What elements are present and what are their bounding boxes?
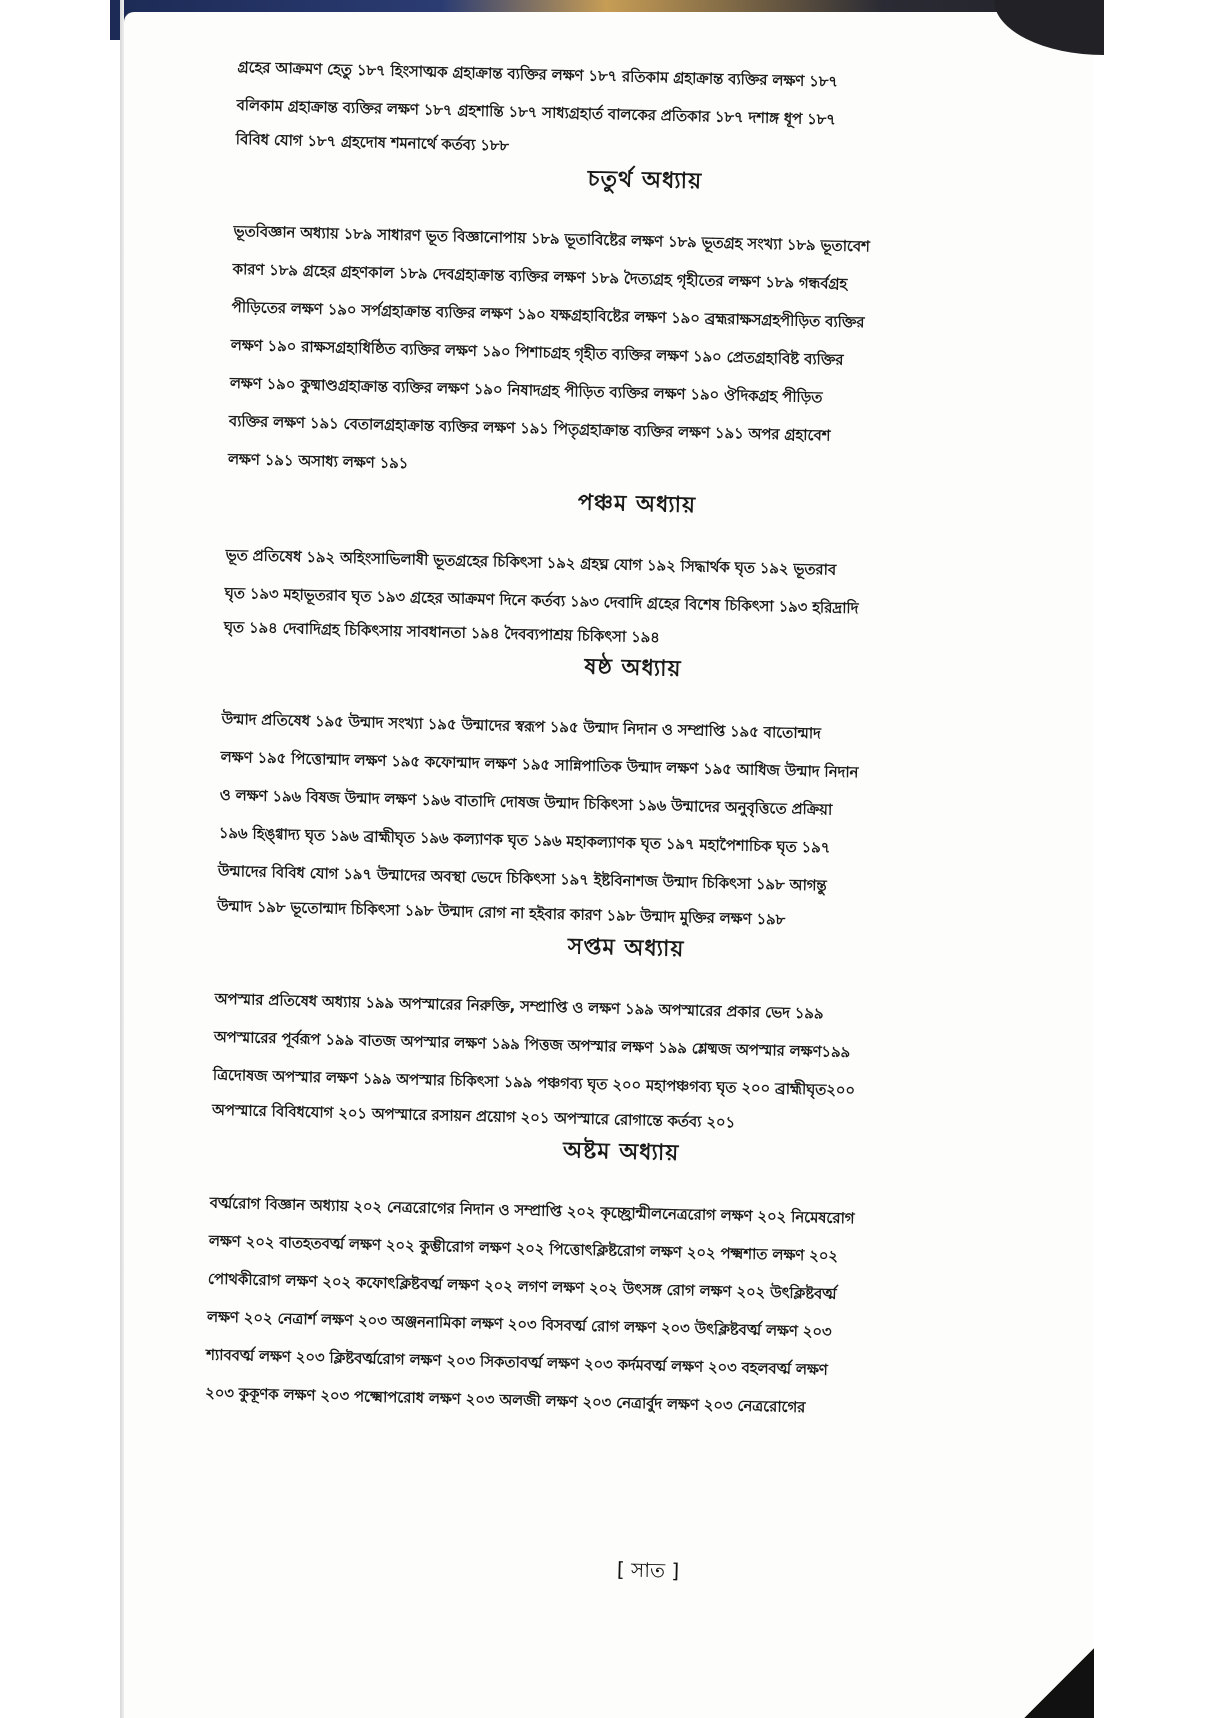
toc-line: পীড়িতের লক্ষণ ১৯০ সর্পগ্রহাক্রান্ত ব্যক্তির লক্ষণ ১৯০ যক্ষগ্রহাবিষ্টের লক্ষণ ১৯০ ব্রহ্মরাক্ষসগ্রহপীড়িত ব্যক্তির [231, 297, 865, 332]
table-of-contents [205, 48, 1058, 1432]
toc-line: ঘৃত ১৯৪ দেবাদিগ্রহ চিকিৎসায় সাবধানতা ১৯৪ দৈবব্যপাশ্রয় চিকিৎসা ১৯৪ [223, 617, 660, 647]
toc-line: ত্রিদোষজ অপস্মার লক্ষণ ১৯৯ অপস্মার চিকিৎসা ১৯৯ পঞ্চগব্য ঘৃত ২০০ মহাপঞ্চগব্য ঘৃত ২০০ ব্রাহ্মীঘৃত২০০ [212, 1065, 856, 1100]
toc-line: ঘৃত ১৯৩ মহাভূতরাব ঘৃত ১৯৩ গ্রহের আক্রমণ দিনে কর্তব্য ১৯৩ দেবাদি গ্রহের বিশেষ চিকিৎসা ১৯৩ হরিদ্রাদি [224, 583, 859, 618]
toc-line: লক্ষণ ২০২ নেত্রার্শ লক্ষণ ২০৩ অঞ্জননামিকা লক্ষণ ২০৩ বিসবর্ত্ম রোগ লক্ষণ ২০৩ উৎক্লিষ্টবর্ত্ম লক্ষণ ২০৩ [206, 1307, 832, 1341]
photo-backdrop-right [1094, 0, 1214, 1718]
toc-line: ও লক্ষণ ১৯৬ বিষজ উন্মাদ লক্ষণ ১৯৬ বাতাদি দোষজ উন্মাদ চিকিৎসা ১৯৬ উন্মাদের অনুবৃত্তিতে প্রক্রিয়া [219, 785, 833, 819]
chapter-4 [227, 154, 1055, 498]
toc-line: লক্ষণ ১৯৫ পিত্তোন্মাদ লক্ষণ ১৯৫ কফোন্মাদ লক্ষণ ১৯৫ সান্নিপাতিক উন্মাদ লক্ষণ ১৯৫ আধিজ উন্মাদ নিদান [220, 747, 859, 782]
chapter-heading: অষ্টম অধ্যায় [562, 1138, 680, 1167]
toc-line: উন্মাদ ১৯৮ ভূতোন্মাদ চিকিৎসা ১৯৮ উন্মাদ রোগ না হইবার কারণ ১৯৮ উন্মাদ মুক্তির লক্ষণ ১৯৮ [216, 896, 786, 929]
chapter-heading: চতুর্থ অধ্যায় [587, 166, 703, 195]
toc-line: ভূতবিজ্ঞান অধ্যায় ১৮৯ সাধারণ ভূত বিজ্ঞানোপায় ১৮৯ ভূতাবিষ্টের লক্ষণ ১৮৯ ভূতগ্রহ সংখ্যা ১৮৯ ভূতাবেশ [233, 221, 870, 256]
toc-line: কারণ ১৮৯ গ্রহের গ্রহণকাল ১৮৯ দেবগ্রহাক্রান্ত ব্যক্তির লক্ষণ ১৮৯ দৈত্যগ্রহ গৃহীতের লক্ষণ ১৮৯ গন্ধর্বগ্রহ [232, 259, 848, 293]
photo-left-margin [0, 0, 122, 1718]
toc-line: বর্ত্মরোগ বিজ্ঞান অধ্যায় ২০২ নেত্ররোগের নিদান ও সম্প্রাপ্তি ২০২ কৃচ্ছ্রোন্মীলনেত্ররোগ লক্ষণ ২০২ নিমেষরোগ [209, 1193, 855, 1228]
toc-line: বলিকাম গ্রহাক্রান্ত ব্যক্তির লক্ষণ ১৮৭ গ্রহশান্তি ১৮৭ সাধ্যগ্রহার্ত বালকের প্রতিকার ১৮৭ দশাঙ্গ ধূপ ১৮৭ [236, 95, 836, 129]
page-left-edge [120, 0, 124, 1718]
chapter-heading: পঞ্চম অধ্যায় [577, 490, 697, 519]
chapter-6 [217, 642, 1044, 942]
chapter-heading: সপ্তম অধ্যায় [567, 934, 685, 963]
toc-line: পোথকীরোগ লক্ষণ ২০২ কফোৎক্লিষ্টবর্ত্ম লক্ষণ ২০২ লগণ লক্ষণ ২০২ উৎসঙ্গ রোগ লক্ষণ ২০২ উৎক্লিষ্টবর্ত্ম [207, 1269, 837, 1303]
toc-line: গ্রহের আক্রমণ হেতু ১৮৭ হিংসাত্মক গ্রহাক্রান্ত ব্যক্তির লক্ষণ ১৮৭ রতিকাম গ্রহাক্রান্ত ব্যক্তির লক্ষণ ১৮৭ [237, 57, 838, 91]
toc-line: ভূত প্রতিষেধ ১৯২ অহিংসাভিলাষী ভূতগ্রহের চিকিৎসা ১৯২ গ্রহঘ্ন যোগ ১৯২ সিদ্ধার্থক ঘৃত ১৯২ ভূতরাব [225, 545, 837, 579]
toc-line: ১৯৬ হিঙ্গ্বাদ্য ঘৃত ১৯৬ ব্রাহ্মীঘৃত ১৯৬ কল্যাণক ঘৃত ১৯৬ মহাকল্যাণক ঘৃত ১৯৭ মহাপৈশাচিক ঘৃত ১৯৭ [218, 823, 831, 857]
toc-line: লক্ষণ ১৯০ কুষ্মাণ্ডগ্রহাক্রান্ত ব্যক্তির লক্ষণ ১৯০ নিষাদগ্রহ পীড়িত ব্যক্তির লক্ষণ ১৯০ ঔদিকগ্রহ পীড়িত [229, 373, 823, 407]
toc-line: শ্যাববর্ত্ম লক্ষণ ২০৩ ক্লিষ্টবর্ত্মরোগ লক্ষণ ২০৩ সিকতাবর্ত্ম লক্ষণ ২০৩ কর্দমবর্ত্ম লক্ষণ ২০৩ বহলবর্ত্ম লক্ষণ [205, 1345, 828, 1379]
toc-line: ব্যক্তির লক্ষণ ১৯১ বেতালগ্রহাক্রান্ত ব্যক্তির লক্ষণ ১৯১ পিতৃগ্রহাক্রান্ত ব্যক্তির লক্ষণ ১৯১ অপর গ্রহাবেশ [228, 411, 831, 445]
toc-line: লক্ষণ ১৯১ অসাধ্য লক্ষণ ১৯১ [227, 449, 409, 473]
toc-line: লক্ষণ ১৯০ রাক্ষসগ্রহাধিষ্ঠিত ব্যক্তির লক্ষণ ১৯০ পিশাচগ্রহ গৃহীত ব্যক্তির লক্ষণ ১৯০ প্রেতগ্রহাবিষ্ট ব্যক্তির [230, 335, 844, 369]
chapter-7 [212, 922, 1037, 1146]
toc-line: অপস্মারে বিবিধযোগ ২০১ অপস্মারে রসায়ন প্রয়োগ ২০১ অপস্মারে রোগান্তে কর্তব্য ২০১ [211, 1100, 736, 1132]
toc-line: লক্ষণ ২০২ বাতহতবর্ত্ম লক্ষণ ২০২ কুম্ভীরোগ লক্ষণ ২০২ পিত্তোৎক্লিষ্টরোগ লক্ষণ ২০২ পক্ষ্মশাত লক্ষণ ২০২ [208, 1231, 839, 1266]
chapter-heading: ষষ্ঠ অধ্যায় [584, 654, 682, 683]
toc-line: উন্মাদ প্রতিষেধ ১৯৫ উন্মাদ সংখ্যা ১৯৫ উন্মাদের স্বরূপ ১৯৫ উন্মাদ নিদান ও সম্প্রাপ্তি ১৯৫ বাতোন্মাদ [221, 709, 821, 743]
toc-intro [235, 48, 1057, 174]
page-number: [ সাত ] [616, 1557, 680, 1583]
toc-line: উন্মাদের বিবিধ যোগ ১৯৭ উন্মাদের অবস্থা ভেদে চিকিৎসা ১৯৭ ইষ্টবিনাশজ উন্মাদ চিকিৎসা ১৯৮ আগন্তু [217, 861, 827, 895]
toc-line: অপস্মার প্রতিষেধ অধ্যায় ১৯৯ অপস্মারের নিরুক্তি, সম্প্রাপ্তি ও লক্ষণ ১৯৯ অপস্মারের প্রকার ভেদ ১৯৯ [214, 989, 824, 1023]
chapter-8 [205, 1126, 1032, 1432]
toc-line: বিবিধ যোগ ১৮৭ গ্রহদোষ শমনার্থে কর্তব্য ১৮৮ [235, 129, 510, 155]
toc-line: ২০৩ কুকূণক লক্ষণ ২০৩ পক্ষ্মোপরোধ লক্ষণ ২০৩ অলজী লক্ষণ ২০৩ নেত্রার্বুদ লক্ষণ ২০৩ নেত্ররোগের [204, 1383, 806, 1417]
chapter-5 [223, 478, 1047, 662]
photo-corner-bottom-right [1024, 1648, 1094, 1718]
toc-line: অপস্মারের পূর্বরূপ ১৯৯ বাতজ অপস্মার লক্ষণ ১৯৯ পিত্তজ অপস্মার লক্ষণ ১৯৯ শ্লেষ্মজ অপস্মার লক্ষণ১৯৯ [213, 1027, 851, 1062]
